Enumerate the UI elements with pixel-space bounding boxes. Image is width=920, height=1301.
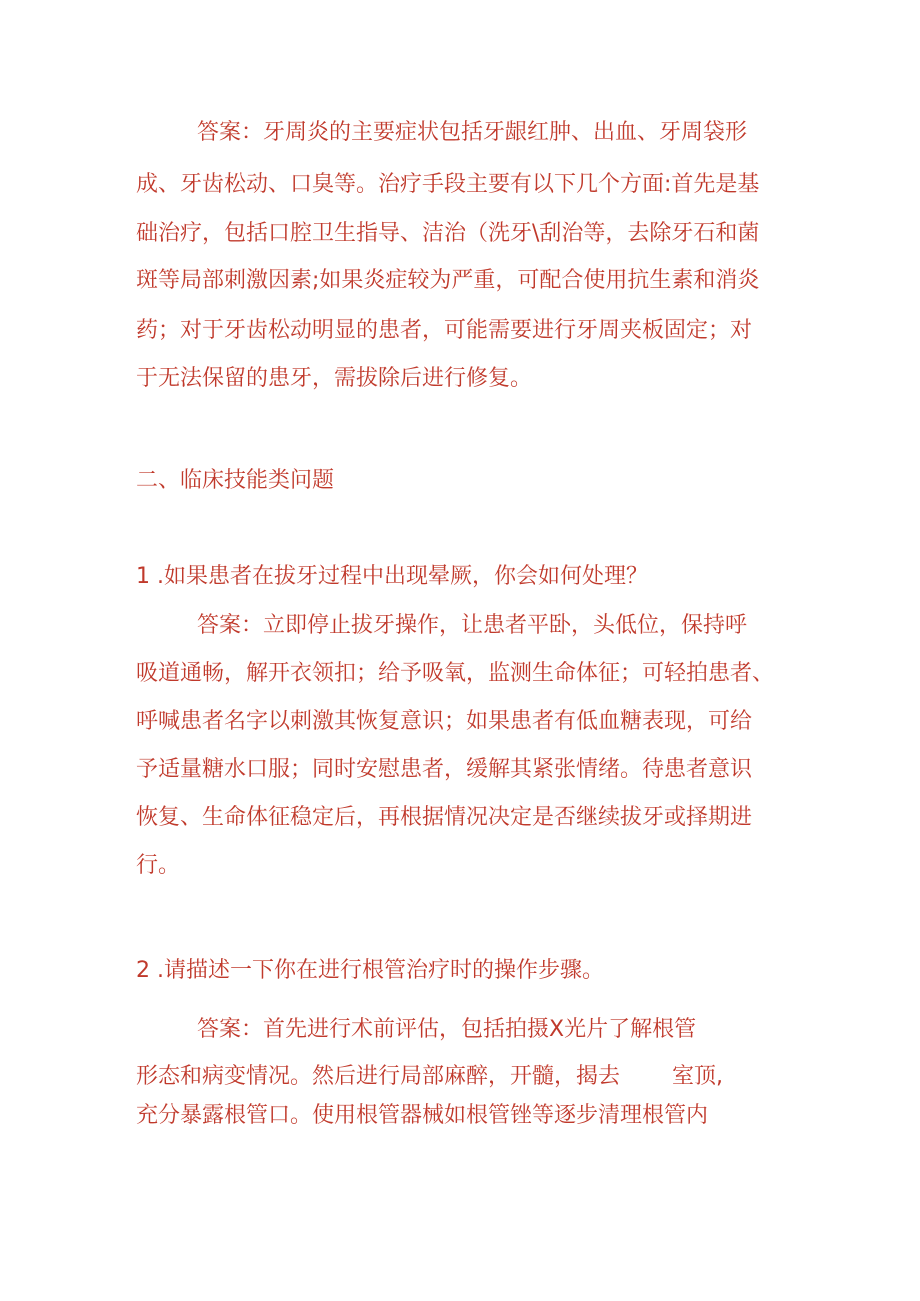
question-1-answer-line-1: 答案：立即停止拔牙操作，让患者平卧，头低位，保持呼 <box>197 613 748 638</box>
section-heading: 二、临床技能类问题 <box>136 468 335 493</box>
question-1-title: 1 .如果患者在拔牙过程中出现晕厥，你会如何处理？ <box>136 564 648 589</box>
paragraph-1-line-1: 答案：牙周炎的主要症状包括牙龈红肿、出血、牙周袋形 <box>197 120 748 145</box>
paragraph-1-line-3: 础治疗，包括口腔卫生指导、洁治（洗牙\刮治等，去除牙石和菌 <box>136 221 760 246</box>
paragraph-1-line-5: 药；对于牙齿松动明显的患者，可能需要进行牙周夹板固定；对 <box>136 318 753 343</box>
question-1-answer-line-2: 吸道通畅，解开衣领扣；给予吸氧，监测生命体征；可轻拍患者、 <box>136 661 775 686</box>
question-2-answer-line-2 <box>136 1062 723 1092</box>
question-2-answer-line-1: 答案：首先进行术前评估，包括拍摄X光片了解根管 <box>197 1017 697 1042</box>
question-1-answer-line-5: 恢复、生命体征稳定后，再根据情况决定是否继续拔牙或择期进 <box>136 805 753 830</box>
question-1-answer-line-4: 予适量糖水口服；同时安慰患者，缓解其紧张情绪。待患者意识 <box>136 757 753 782</box>
question-2-answer-line-3: 充分暴露根管口。使用根管器械如根管锉等逐步清理根管内 <box>136 1103 709 1128</box>
question-1-answer-line-3: 呼喊患者名字以刺激其恢复意识；如果患者有低血糖表现，可给 <box>136 709 753 734</box>
question-2-title: 2 .请描述一下你在进行根管治疗时的操作步骤。 <box>136 958 604 983</box>
question-2-answer-line-2-part-b: 室顶, <box>672 1064 724 1089</box>
paragraph-1-line-4: 斑等局部刺激因素;如果炎症较为严重，可配合使用抗生素和消炎 <box>136 268 760 293</box>
question-2-answer-line-2-part-a: 形态和病变情况。然后进行局部麻醉，开髓，揭去 <box>136 1064 621 1089</box>
question-1-answer-line-6: 行。 <box>136 853 181 878</box>
paragraph-1-line-6: 于无法保留的患牙，需拔除后进行修复。 <box>136 366 533 391</box>
paragraph-1-line-2: 成、牙齿松动、口臭等。治疗手段主要有以下几个方面:首先是基 <box>136 172 760 197</box>
